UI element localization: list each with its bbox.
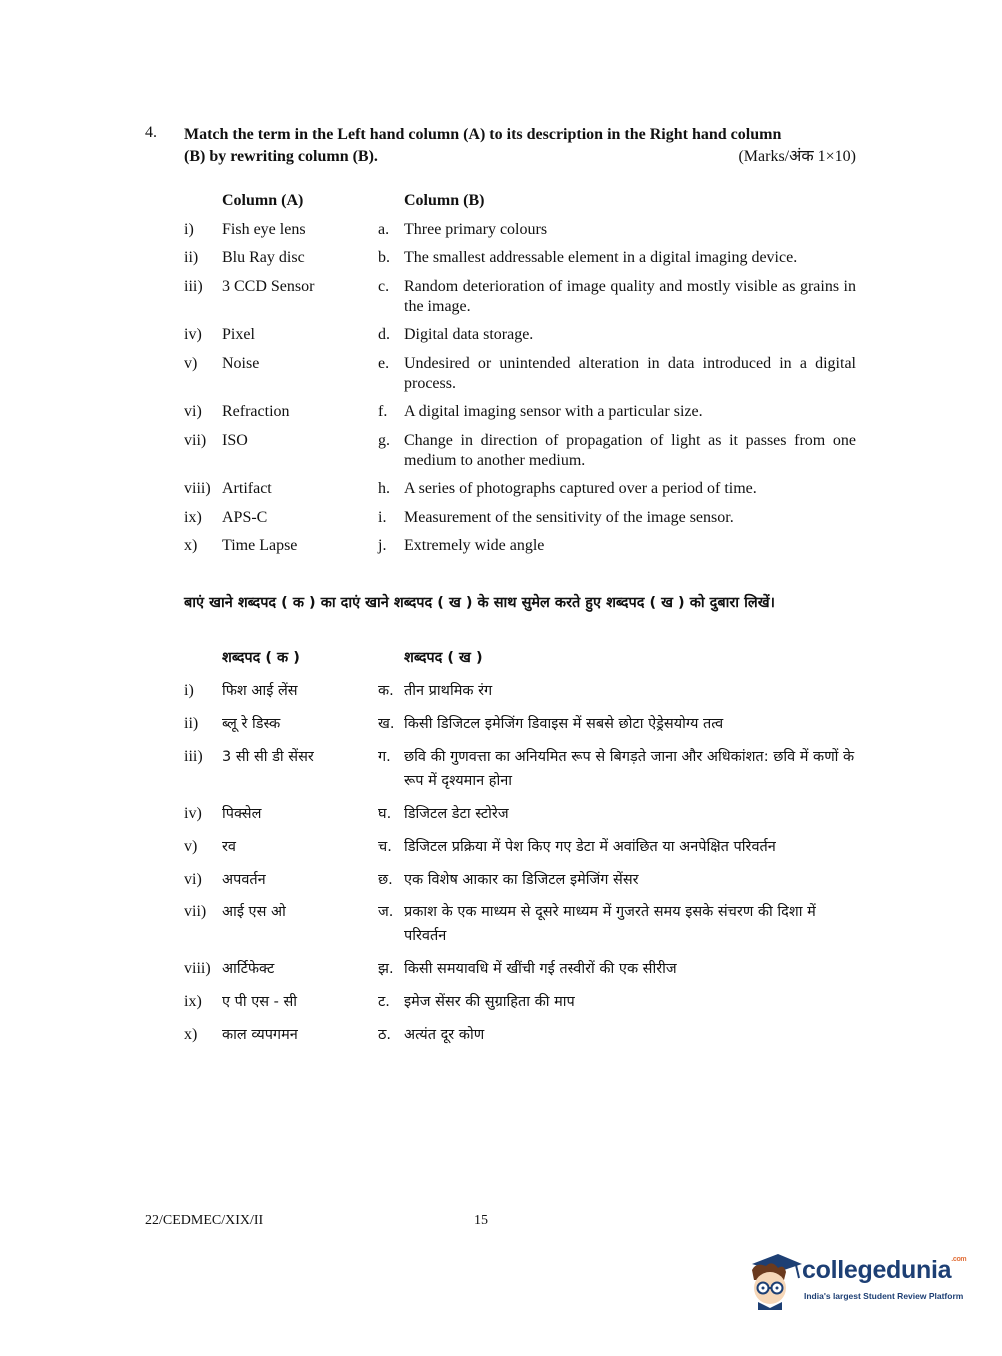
term: Time Lapse	[222, 537, 298, 554]
term: APS-C	[222, 509, 268, 526]
description: छवि की गुणवत्ता का अनियमित रूप से बिगड़ते जाना और अधिकांशत: छवि में कणों के रूप में दृश्यमान होना	[404, 749, 855, 789]
option-letter: h.	[378, 480, 390, 497]
brand-text: collegedunia	[802, 1256, 952, 1284]
row-number: i)	[184, 682, 194, 699]
description: Undesired or unintended alteration in data introduced in a digital process.	[404, 355, 856, 392]
row-number: ii)	[184, 715, 199, 732]
option-letter: च.	[378, 839, 392, 855]
description: अत्यंत दूर कोण	[404, 1027, 485, 1043]
term: आर्टिफेक्ट	[222, 961, 275, 977]
row-number: vi)	[184, 403, 202, 420]
term: 3 CCD Sensor	[222, 278, 315, 295]
row-number: ix)	[184, 509, 202, 526]
term: Refraction	[222, 403, 290, 420]
term: Artifact	[222, 480, 272, 497]
row-number: v)	[184, 355, 198, 372]
option-letter: ज.	[378, 904, 394, 920]
description: A series of photographs captured over a period of time.	[404, 480, 757, 497]
description: किसी समयावधि में खींची गई तस्वीरों की एक सीरीज	[404, 961, 677, 977]
row-number: iii)	[184, 748, 203, 765]
row-number: i)	[184, 221, 194, 238]
description: Three primary colours	[404, 221, 548, 238]
page-number: 15	[474, 1213, 488, 1228]
option-letter: c.	[378, 278, 390, 295]
row-number: x)	[184, 1026, 198, 1043]
row-number: iv)	[184, 805, 202, 822]
term: काल व्यपगमन	[222, 1027, 298, 1043]
mascot-icon	[744, 1250, 804, 1310]
description: किसी डिजिटल इमेजिंग डिवाइस में सबसे छोटा ऐड्रेसयोग्य तत्व	[404, 716, 724, 732]
hindi-question: बाएं खाने शब्दपद ( क ) का दाएं खाने शब्दपद ( ख ) के साथ सुमेल करते हुए शब्दपद ( ख ) को दुबारा लिखें।	[184, 595, 776, 611]
option-letter: ग.	[378, 749, 391, 765]
term: Noise	[222, 355, 260, 372]
term: रव	[222, 839, 236, 855]
option-letter: क.	[378, 683, 394, 699]
description: प्रकाश के एक माध्यम से दूसरे माध्यम में गुजरते समय इसके संचरण की दिशा में परिवर्तन	[404, 904, 816, 944]
hindi-column-a-header: शब्दपद ( क )	[222, 650, 300, 666]
brand-tagline: India's largest Student Review Platform	[804, 1291, 964, 1301]
brand-suffix: .com	[951, 1256, 967, 1263]
description: तीन प्राथमिक रंग	[404, 683, 493, 699]
row-number: x)	[184, 537, 198, 554]
row-number: viii)	[184, 480, 211, 497]
row-number: vii)	[184, 432, 207, 449]
row-number: v)	[184, 838, 198, 855]
term: अपवर्तन	[222, 872, 266, 888]
term: पिक्सेल	[222, 806, 262, 822]
hindi-column-b-header: शब्दपद ( ख )	[404, 650, 483, 666]
row-number: ix)	[184, 993, 202, 1010]
option-letter: छ.	[378, 872, 393, 888]
term: Pixel	[222, 326, 255, 343]
option-letter: d.	[378, 326, 390, 343]
marks-label: (Marks/अंक 1×10)	[738, 148, 856, 165]
term: Blu Ray disc	[222, 249, 305, 266]
row-number: ii)	[184, 249, 199, 266]
term: आई एस ओ	[222, 904, 286, 920]
term: Fish eye lens	[222, 221, 306, 238]
term: 3 सी सी डी सेंसर	[222, 749, 314, 765]
row-number: vi)	[184, 871, 202, 888]
row-number: iv)	[184, 326, 202, 343]
option-letter: f.	[378, 403, 388, 420]
description: Measurement of the sensitivity of the image sensor.	[404, 509, 734, 526]
option-letter: झ.	[378, 961, 394, 977]
row-number: vii)	[184, 903, 207, 920]
description: Random deterioration of image quality and mostly visible as grains in the image.	[404, 278, 856, 315]
description: Extremely wide angle	[404, 537, 545, 554]
option-letter: ख.	[378, 716, 395, 732]
option-letter: ठ.	[378, 1027, 392, 1043]
option-letter: घ.	[378, 806, 392, 822]
description: डिजिटल डेटा स्टोरेज	[404, 806, 509, 822]
term: ए पी एस - सी	[222, 994, 298, 1010]
option-letter: e.	[378, 355, 390, 372]
option-letter: b.	[378, 249, 390, 266]
description: A digital imaging sensor with a particular size.	[404, 403, 703, 420]
description: The smallest addressable element in a digital imaging device.	[404, 249, 798, 266]
term: ब्लू रे डिस्क	[222, 716, 281, 732]
question-title-line2: (B) by rewriting column (B).	[184, 148, 378, 165]
question-title-line1: Match the term in the Left hand column (A) to its description in the Right hand column	[184, 126, 782, 143]
collegedunia-logo	[744, 1250, 974, 1310]
row-number: viii)	[184, 960, 211, 977]
description: Change in direction of propagation of light as it passes from one medium to another medium.	[404, 432, 856, 469]
row-number: iii)	[184, 278, 203, 295]
option-letter: g.	[378, 432, 390, 449]
question-title	[184, 124, 856, 168]
option-letter: j.	[378, 537, 387, 554]
option-letter: ट.	[378, 994, 390, 1010]
paper-code: 22/CEDMEC/XIX/II	[145, 1213, 264, 1228]
description: डिजिटल प्रक्रिया में पेश किए गए डेटा में अवांछित या अनपेक्षित परिवर्तन	[404, 839, 776, 855]
term: ISO	[222, 432, 248, 449]
description: एक विशेष आकार का डिजिटल इमेजिंग सेंसर	[404, 872, 639, 888]
question-number: 4.	[145, 124, 157, 141]
column-a-header: Column (A)	[222, 192, 304, 209]
brand-name	[802, 1256, 966, 1285]
description: इमेज सेंसर की सुग्राहिता की माप	[404, 994, 575, 1010]
option-letter: a.	[378, 221, 390, 238]
term: फिश आई लेंस	[222, 683, 298, 699]
description: Digital data storage.	[404, 326, 534, 343]
option-letter: i.	[378, 509, 387, 526]
column-b-header: Column (B)	[404, 192, 485, 209]
